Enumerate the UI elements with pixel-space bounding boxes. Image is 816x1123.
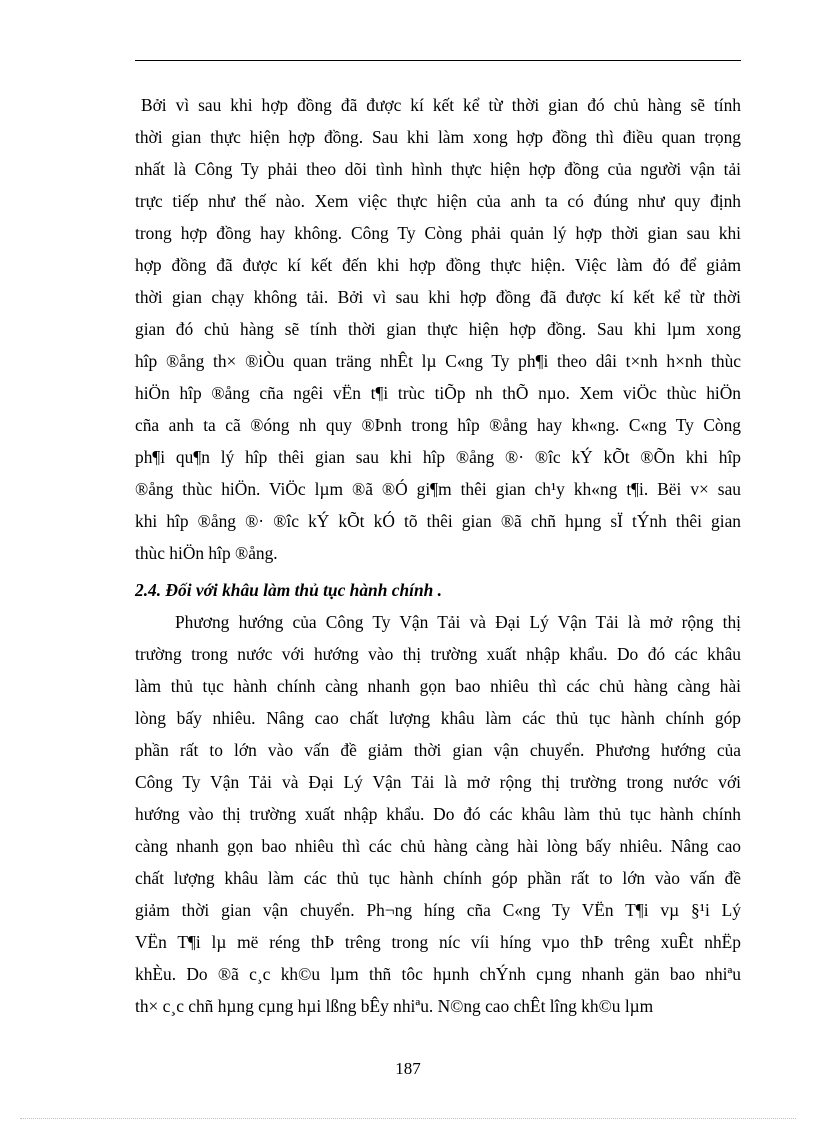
header-rule bbox=[135, 60, 741, 61]
text-line: VËn T¶i lµ më réng thÞ trêng trong níc víi híng vµo thÞ trêng xuÊt nhËp bbox=[135, 932, 741, 952]
text-line: ®ång thùc hiÖn. ViÖc lµm ®ã ®Ó gi¶m thêi gian ch¹y kh«ng t¶i. Bëi v× sau bbox=[135, 479, 741, 499]
text-line: nhất là Công Ty phải theo dõi tình hình thực hiện hợp đồng của người vận tải bbox=[135, 159, 741, 179]
section-heading: 2.4. Đối với khâu làm thủ tục hành chính . bbox=[135, 580, 442, 600]
text-line: ph¶i qu¶n lý hîp thêi gian sau khi hîp ®ång ®· ®îc kÝ kÕt ®Õn khi hîp bbox=[135, 447, 741, 467]
page-break-line bbox=[20, 1118, 796, 1119]
text-line: thùc hiÖn hîp ®ång. bbox=[135, 543, 278, 563]
page-number: 187 bbox=[395, 1059, 421, 1078]
text-line: Bởi vì sau khi hợp đồng đã được kí kết kể từ thời gian đó chủ hàng sẽ tính bbox=[141, 95, 741, 115]
text-line: hướng vào thị trường xuất nhập khẩu. Do đó các khâu làm thủ tục hành chính bbox=[135, 804, 741, 824]
text-line: Công Ty Vận Tải và Đại Lý Vận Tải là mở rộng thị trường trong nước với bbox=[135, 772, 741, 792]
text-line: làm thủ tục hành chính càng nhanh gọn bao nhiêu thì các chủ hàng càng hài bbox=[135, 676, 741, 696]
text-line: chất lượng khâu làm các thủ tục hành chính góp phần rất to lớn vào vấn đề bbox=[135, 868, 741, 888]
text-line: Phương hướng của Công Ty Vận Tải và Đại Lý Vận Tải là mở rộng thị bbox=[175, 612, 741, 632]
text-line: trường trong nước với hướng vào thị trường xuất nhập khẩu. Do đó các khâu bbox=[135, 644, 741, 664]
text-line: trong hợp đồng hay không. Công Ty Còng phải quản lý hợp thời gian sau khi bbox=[135, 223, 741, 243]
paragraph-2 bbox=[135, 606, 741, 1022]
text-line: trực tiếp như thế nào. Xem việc thực hiện của anh ta có đúng như quy định bbox=[135, 191, 741, 211]
text-line: cña anh ta cã ®óng nh quy ®Þnh trong hîp ®ång hay kh«ng. C«ng Ty Còng bbox=[135, 415, 741, 435]
text-line: hîp ®ång th× ®iÒu quan träng nhÊt lµ C«ng Ty ph¶i theo dâi t×nh h×nh thùc bbox=[135, 351, 741, 371]
text-line: phần rất to lớn vào vấn đề giảm thời gian vận chuyển. Phương hướng của bbox=[135, 740, 741, 760]
text-line: thời gian chạy không tải. Bởi vì sau khi hợp đồng đã được kí kết kể từ thời bbox=[135, 287, 741, 307]
text-line: thời gian thực hiện hợp đồng. Sau khi làm xong hợp đồng thì điều quan trọng bbox=[135, 127, 741, 147]
text-line: hiÖn hîp ®ång cña ngêi vËn t¶i trùc tiÕp nh thÕ nµo. Xem viÖc thùc hiÖn bbox=[135, 383, 741, 403]
text-line: càng nhanh gọn bao nhiêu thì các chủ hàng càng hài lòng bấy nhiêu. Nâng cao bbox=[135, 836, 741, 856]
text-line: khi hîp ®ång ®· ®îc kÝ kÕt kÓ tõ thêi gian ®ã chñ hµng sÏ tÝnh thêi gian bbox=[135, 511, 741, 531]
text-line: th× c¸c chñ hµng cµng hµi lßng bÊy nhiªu. N©ng cao chÊt lîng kh©u lµm bbox=[135, 996, 654, 1016]
paragraph-1 bbox=[135, 89, 741, 569]
text-line: khÈu. Do ®ã c¸c kh©u lµm thñ tôc hµnh chÝnh cµng nhanh gän bao nhiªu bbox=[135, 964, 741, 984]
text-line: hợp đồng đã được kí kết đến khi hợp đồng thực hiện. Việc làm đó để giảm bbox=[135, 255, 741, 275]
text-line: gian đó chủ hàng sẽ tính thời gian thực hiện hợp đồng. Sau khi lµm xong bbox=[135, 319, 741, 339]
text-line: giảm thời gian vận chuyển. Ph¬ng híng cña C«ng Ty VËn T¶i vµ §¹i Lý bbox=[135, 900, 741, 920]
text-line: lòng bấy nhiêu. Nâng cao chất lượng khâu làm các thủ tục hành chính góp bbox=[135, 708, 741, 728]
